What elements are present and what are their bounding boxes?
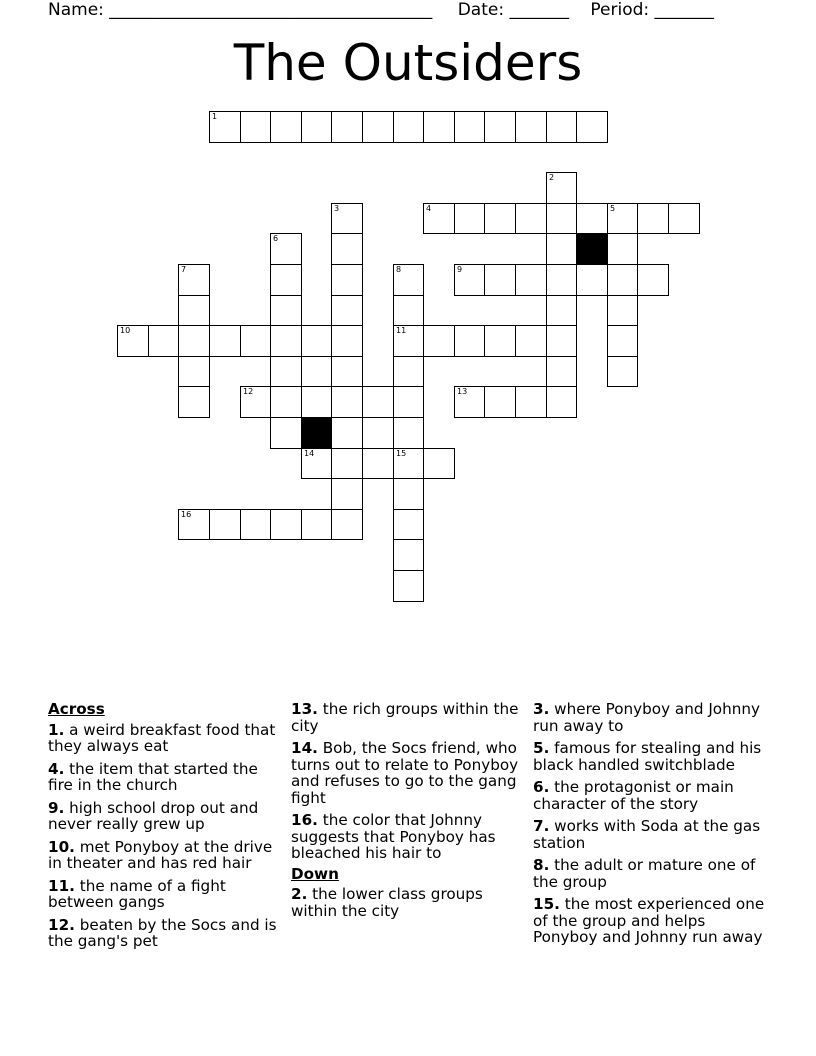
crossword-cell[interactable] [331, 509, 363, 540]
crossword-cell[interactable] [576, 203, 608, 234]
clue-across-11: 11. the name of a fight between gangs [48, 876, 226, 911]
crossword-cell[interactable] [209, 509, 241, 540]
crossword-cell[interactable] [362, 386, 394, 418]
clue-number-label: 16 [181, 510, 192, 519]
crossword-cell[interactable] [607, 295, 638, 326]
crossword-cell[interactable] [393, 264, 424, 296]
clues-column-2 [291, 701, 527, 925]
crossword-cell[interactable] [301, 448, 332, 479]
crossword-cell[interactable] [423, 325, 455, 357]
crossword-cell[interactable] [393, 356, 424, 387]
crossword-cell[interactable] [270, 386, 302, 418]
crossword-cell[interactable] [576, 111, 608, 143]
crossword-cell[interactable] [393, 417, 424, 449]
crossword-cell[interactable] [331, 386, 363, 418]
crossword-cell[interactable] [178, 325, 210, 357]
crossword-cell[interactable] [393, 295, 424, 326]
crossword-cell[interactable] [270, 417, 302, 449]
date-field-label[interactable]: Date: _______ [457, 0, 569, 20]
crossword-cell[interactable] [270, 325, 302, 357]
crossword-cell[interactable] [515, 111, 547, 143]
clue-number-label: 8 [396, 265, 402, 274]
crossword-cell[interactable] [331, 448, 363, 479]
crossword-cell[interactable] [178, 509, 210, 540]
crossword-cell[interactable] [393, 570, 424, 602]
crossword-cell[interactable] [240, 386, 271, 418]
crossword-cell[interactable] [240, 509, 271, 540]
crossword-cell[interactable] [270, 264, 302, 296]
crossword-cell[interactable] [484, 203, 516, 234]
down-heading: Down [291, 864, 339, 883]
clue-across-4: 4. the item that started the fire in the church [48, 759, 258, 794]
clue-number-label: 10 [120, 326, 131, 335]
crossword-cell[interactable] [423, 448, 455, 479]
clue-across-16: 16. the color that Johnny suggests that Ponyboy has bleached his hair to [291, 811, 496, 862]
clue-number-label: 4 [426, 204, 432, 213]
crossword-cell[interactable] [270, 111, 302, 143]
crossword-cell[interactable] [393, 509, 424, 540]
crossword-cell[interactable] [117, 325, 149, 357]
crossword-cell[interactable] [393, 325, 424, 357]
crossword-cell[interactable] [546, 203, 577, 234]
crossword-cell[interactable] [178, 386, 210, 418]
across-heading: Across [48, 700, 105, 718]
crossword-cell[interactable] [454, 203, 485, 234]
crossword-cell[interactable] [178, 295, 210, 326]
clue-number-label: 2 [549, 173, 555, 182]
crossword-cell[interactable] [576, 264, 608, 296]
crossword-cell[interactable] [423, 203, 455, 234]
page-title: The Outsiders [233, 34, 583, 92]
clue-down-15: 15. the most experienced one of the group and helps Ponyboy and Johnny run away [533, 895, 765, 946]
clues-column-1 [48, 701, 284, 956]
crossword-cell[interactable] [607, 233, 638, 265]
clue-down-3: 3. where Ponyboy and Johnny run away to [533, 700, 760, 735]
crossword-cell[interactable] [270, 509, 302, 540]
crossword-cell[interactable] [209, 111, 241, 143]
crossword-cell[interactable] [484, 111, 516, 143]
crossword-cell[interactable] [546, 233, 577, 265]
crossword-cell[interactable] [331, 417, 363, 449]
crossword-cell[interactable] [393, 478, 424, 510]
clue-across-12: 12. beaten by the Socs and is the gang's pet [48, 915, 277, 950]
name-field-label[interactable]: Name: ______________________________________ [48, 0, 433, 20]
crossword-cell[interactable] [515, 203, 547, 234]
crossword-cell[interactable] [637, 264, 669, 296]
crossword-cell[interactable] [240, 111, 271, 143]
clue-across-14: 14. Bob, the Socs friend, who turns out to relate to Ponyboy and refuses to go to the gang fight [291, 739, 519, 807]
crossword-cell[interactable] [270, 233, 302, 265]
crossword-cell[interactable] [331, 356, 363, 387]
crossword-cell[interactable] [331, 264, 363, 296]
crossword-cell[interactable] [331, 295, 363, 326]
crossword-cell[interactable] [393, 448, 424, 479]
crossword-cell[interactable] [393, 386, 424, 418]
crossword-cell[interactable] [484, 264, 516, 296]
clue-number-label: 5 [610, 204, 616, 213]
crossword-cell[interactable] [546, 325, 577, 357]
clues-column-3 [533, 701, 769, 952]
crossword-cell[interactable] [607, 264, 638, 296]
clue-across-9: 9. high school drop out and never really grew up [48, 798, 259, 833]
crossword-cell[interactable] [331, 203, 363, 234]
clue-down-2: 2. the lower class groups within the city [291, 885, 483, 920]
clue-number-label: 15 [396, 449, 407, 458]
crossword-black-square [576, 233, 608, 265]
clue-across-13: 13. the rich groups within the city [291, 700, 519, 735]
crossword-cell[interactable] [178, 356, 210, 387]
crossword-cell[interactable] [668, 203, 700, 234]
crossword-cell[interactable] [301, 509, 332, 540]
crossword-cell[interactable] [393, 111, 424, 143]
crossword-cell[interactable] [454, 325, 485, 357]
clue-down-7: 7. works with Soda at the gas station [533, 817, 761, 852]
crossword-black-square [301, 417, 332, 449]
crossword-cell[interactable] [362, 111, 394, 143]
clue-number-label: 11 [396, 326, 407, 335]
clue-number-label: 7 [181, 265, 187, 274]
crossword-cell[interactable] [148, 325, 179, 357]
clue-number-label: 9 [457, 265, 463, 274]
crossword-cell[interactable] [270, 356, 302, 387]
crossword-cell[interactable] [331, 111, 363, 143]
crossword-cell[interactable] [331, 325, 363, 357]
crossword-cell[interactable] [178, 264, 210, 296]
clue-number-label: 1 [212, 112, 218, 121]
crossword-cell[interactable] [637, 203, 669, 234]
crossword-cell[interactable] [393, 539, 424, 571]
period-field-label[interactable]: Period: _______ [590, 0, 715, 20]
crossword-cell[interactable] [607, 356, 638, 387]
crossword-cell[interactable] [546, 386, 577, 418]
crossword-cell[interactable] [546, 111, 577, 143]
crossword-cell[interactable] [240, 325, 271, 357]
crossword-cell[interactable] [484, 386, 516, 418]
clue-down-6: 6. the protagonist or main character of the story [533, 778, 734, 813]
clue-number-label: 12 [243, 387, 254, 396]
crossword-cell[interactable] [270, 295, 302, 326]
crossword-cell[interactable] [515, 325, 547, 357]
clue-across-10: 10. met Ponyboy at the drive in theater and has red hair [48, 837, 273, 872]
crossword-cell[interactable] [301, 386, 332, 418]
crossword-cell[interactable] [362, 448, 394, 479]
clue-number-label: 13 [457, 387, 468, 396]
crossword-cell[interactable] [454, 386, 485, 418]
clue-across-1: 1. a weird breakfast food that they always eat [48, 720, 276, 755]
crossword-cell[interactable] [301, 325, 332, 357]
crossword-cell[interactable] [301, 111, 332, 143]
clue-down-8: 8. the adult or mature one of the group [533, 856, 756, 891]
clue-number-label: 6 [273, 234, 279, 243]
clue-number-label: 3 [334, 204, 340, 213]
crossword-cell[interactable] [454, 264, 485, 296]
crossword-cell[interactable] [607, 325, 638, 357]
crossword-cell[interactable] [515, 264, 547, 296]
crossword-cell[interactable] [546, 295, 577, 326]
crossword-cell[interactable] [454, 111, 485, 143]
crossword-cell[interactable] [546, 264, 577, 296]
clue-down-5: 5. famous for stealing and his black handled switchblade [533, 739, 762, 774]
crossword-cell[interactable] [331, 478, 363, 510]
crossword-cell[interactable] [484, 325, 516, 357]
crossword-cell[interactable] [607, 203, 638, 234]
crossword-cell[interactable] [515, 386, 547, 418]
crossword-cell[interactable] [209, 325, 241, 357]
clue-number-label: 14 [304, 449, 315, 458]
crossword-cell[interactable] [331, 233, 363, 265]
crossword-cell[interactable] [546, 172, 577, 204]
crossword-cell[interactable] [423, 111, 455, 143]
crossword-cell[interactable] [546, 356, 577, 387]
